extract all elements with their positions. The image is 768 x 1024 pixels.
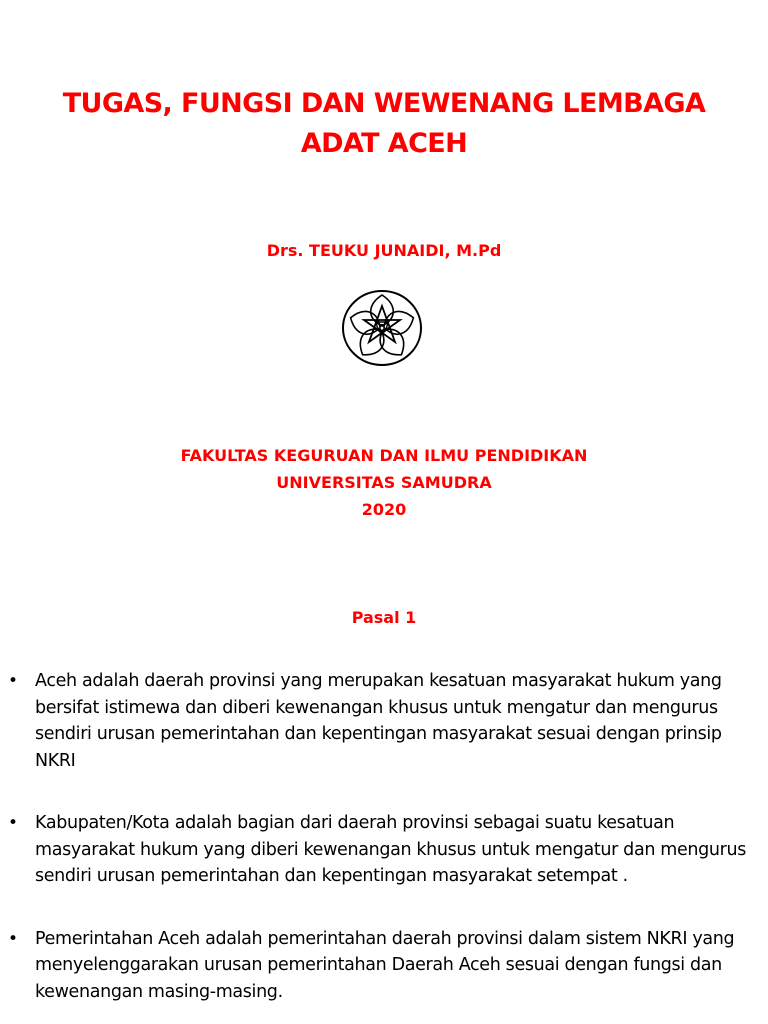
university-seal-icon	[340, 288, 424, 368]
bullet-marker: •	[8, 671, 18, 691]
year: 2020	[361, 500, 407, 519]
list-item	[0, 668, 768, 774]
institution-block	[0, 442, 768, 523]
list-item-text: Aceh adalah daerah provinsi yang merupakan kesatuan masyarakat hukum yang bersifat istimewa dan diberi kewenangan khusus untuk mengatur dan mengurus sendiri urusan pemerintahan dan kepentingan masyarakat sesuai dengan prinsip NKRI	[35, 671, 722, 771]
bullet-list	[0, 668, 768, 1005]
title-line-2: ADAT ACEH	[300, 128, 468, 159]
bullet-marker: •	[8, 928, 18, 949]
bullet-marker: •	[8, 813, 18, 833]
section-heading: Pasal 1	[351, 608, 417, 627]
list-item	[0, 926, 768, 1006]
university-name: UNIVERSITAS SAMUDRA	[276, 473, 492, 492]
document-title	[0, 84, 768, 164]
author-name: Drs. TEUKU JUNAIDI, M.Pd	[266, 241, 502, 260]
list-item	[0, 810, 768, 890]
list-item-text: Kabupaten/Kota adalah bagian dari daerah provinsi sebagai suatu kesatuan masyarakat hukum yang diberi kewenangan khusus untuk mengatur dan mengurus sendiri urusan pemerintahan dan kepentingan masyarakat setempat .	[35, 813, 746, 886]
title-line-1: TUGAS, FUNGSI DAN WEWENANG LEMBAGA	[62, 88, 706, 119]
list-item-text: Pemerintahan Aceh adalah pemerintahan daerah provinsi dalam sistem NKRI yang menyelenggarakan urusan pemerintahan Daerah Aceh sesuai dengan fungsi dan kewenangan masing-masing.	[35, 928, 735, 1002]
faculty-name: FAKULTAS KEGURUAN DAN ILMU PENDIDIKAN	[180, 446, 588, 465]
